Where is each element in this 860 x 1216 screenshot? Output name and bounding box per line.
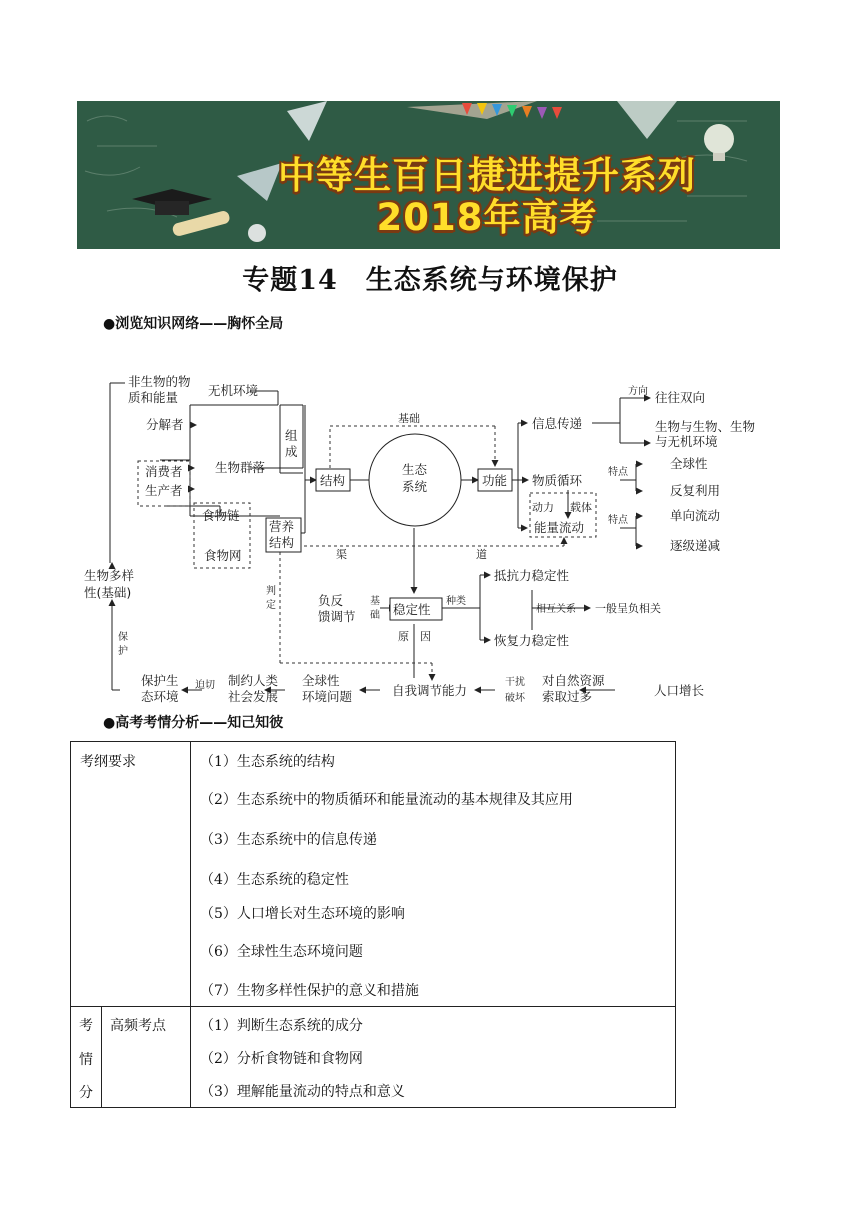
requirement-item: （4）生态系统的稳定性	[200, 872, 349, 888]
header-banner	[77, 101, 780, 249]
cmap-protect-2: 护	[118, 646, 128, 657]
cmap-compose-1: 组	[285, 428, 298, 443]
side-char: 考	[79, 1018, 93, 1034]
requirement-item: （5）人口增长对生态环境的影响	[200, 906, 405, 922]
cmap-info: 信息传递	[532, 416, 583, 431]
cmap-ecosystem-2: 系统	[402, 479, 428, 494]
cmap-restrict-1: 制约人类	[228, 673, 279, 688]
requirement-item: （1）生态系统的结构	[200, 754, 335, 770]
side-char: 分	[79, 1085, 93, 1101]
side-char: 情	[79, 1052, 93, 1068]
cmap-pop-growth: 人口增长	[654, 683, 705, 698]
cmap-judge-1: 判	[266, 586, 276, 597]
cmap-biodiversity-2: 性(基础)	[84, 585, 132, 600]
cmap-reuse: 反复利用	[670, 483, 721, 498]
frequent-point-item: （3）理解能量流动的特点和意义	[200, 1084, 405, 1100]
cmap-decomposer: 分解者	[146, 417, 184, 432]
cmap-matter: 物质循环	[532, 473, 583, 488]
cmap-food-chain: 食物链	[202, 508, 240, 523]
requirement-item: （6）全球性生态环境问题	[200, 944, 363, 960]
cmap-neg-feedback-1: 负反	[318, 593, 344, 608]
cmap-bio-bio-2: 与无机环境	[655, 434, 718, 449]
cmap-channel-1: 渠	[336, 548, 347, 561]
cmap-basis-top: 基础	[398, 412, 420, 425]
cmap-reason: 原 因	[398, 630, 431, 643]
cmap-global: 全球性	[670, 456, 708, 471]
cmap-nutrition-2: 结构	[269, 535, 295, 550]
cmap-two-way: 往往双向	[655, 390, 706, 405]
cmap-neg-corr: 一般呈负相关	[595, 602, 661, 615]
requirement-item: （2）生态系统中的物质循环和能量流动的基本规律及其应用	[200, 792, 573, 808]
cmap-protect-env-2: 态环境	[141, 689, 179, 704]
cmap-ecosystem-1: 生态	[402, 462, 428, 477]
cmap-consumer: 消费者	[145, 464, 183, 479]
cmap-inorganic-env: 无机环境	[208, 383, 259, 398]
frequent-point-item: （1）判断生态系统的成分	[200, 1018, 363, 1034]
cmap-feature-2: 特点	[608, 515, 628, 526]
cmap-basis-small-2: 础	[370, 610, 380, 621]
cmap-resist: 抵抗力稳定性	[494, 568, 570, 583]
cmap-kinds: 种类	[446, 596, 466, 607]
requirement-item: （7）生物多样性保护的意义和措施	[200, 983, 419, 999]
banner-series-title: 中等生百日捷进提升系列	[278, 154, 696, 197]
section-exam-analysis: ●高考考情分析——知己知彼	[103, 715, 284, 731]
cmap-food-web: 食物网	[204, 548, 242, 563]
cmap-nutrition-1: 营养	[269, 519, 295, 534]
cmap-carrier: 载体	[570, 501, 592, 514]
cmap-destroy: 破坏	[505, 693, 525, 704]
cmap-recover: 恢复力稳定性	[494, 633, 570, 648]
cmap-feature-1: 特点	[608, 467, 628, 478]
cmap-abiotic-1: 非生物的物	[128, 374, 191, 389]
cmap-self-reg: 自我调节能力	[392, 683, 468, 698]
cmap-community: 生物群落	[215, 460, 266, 475]
cmap-basis-small-1: 基	[370, 596, 380, 607]
cmap-overuse-1: 对自然资源	[542, 673, 605, 688]
exam-requirements-table	[70, 741, 676, 1108]
frequent-points-label: 高频考点	[110, 1018, 166, 1034]
cmap-urgent: 迫切	[195, 680, 215, 691]
cmap-structure: 结构	[320, 473, 346, 488]
cmap-bio-bio-1: 生物与生物、生物	[655, 419, 756, 434]
frequent-point-item: （2）分析食物链和食物网	[200, 1051, 363, 1067]
banner-exam-year: 2018年高考	[376, 196, 598, 239]
cmap-global-env-2: 环境问题	[302, 689, 353, 704]
cmap-producer: 生产者	[145, 483, 183, 498]
cmap-channel-2: 道	[476, 548, 487, 561]
cmap-protect-env-1: 保护生	[141, 673, 179, 688]
requirements-label: 考纲要求	[80, 754, 136, 770]
page-title: 专题14 生态系统与环境保护	[242, 265, 618, 296]
cmap-judge-2: 定	[266, 600, 276, 611]
cmap-compose-2: 成	[285, 444, 298, 459]
cmap-decrease: 逐级递减	[670, 538, 721, 553]
cmap-protect-1: 保	[118, 632, 128, 643]
cmap-interfere: 干扰	[505, 677, 525, 688]
cmap-stability: 稳定性	[393, 602, 431, 617]
cmap-neg-feedback-2: 馈调节	[318, 609, 356, 624]
requirement-item: （3）生态系统中的信息传递	[200, 832, 377, 848]
cmap-function: 功能	[482, 473, 508, 488]
concept-map	[80, 368, 770, 713]
cmap-power: 动力	[532, 501, 554, 514]
cmap-global-env-1: 全球性	[302, 673, 340, 688]
cmap-overuse-2: 索取过多	[542, 689, 593, 704]
cmap-restrict-2: 社会发展	[228, 689, 279, 704]
cmap-direction: 方向	[628, 386, 648, 397]
cmap-biodiversity-1: 生物多样	[84, 568, 135, 583]
cmap-one-way: 单向流动	[670, 508, 721, 523]
cmap-abiotic-2: 质和能量	[128, 390, 179, 405]
cmap-mutual: 相互关系	[536, 604, 576, 615]
cmap-energy: 能量流动	[534, 520, 585, 535]
section-knowledge-network: ●浏览知识网络——胸怀全局	[103, 316, 284, 332]
